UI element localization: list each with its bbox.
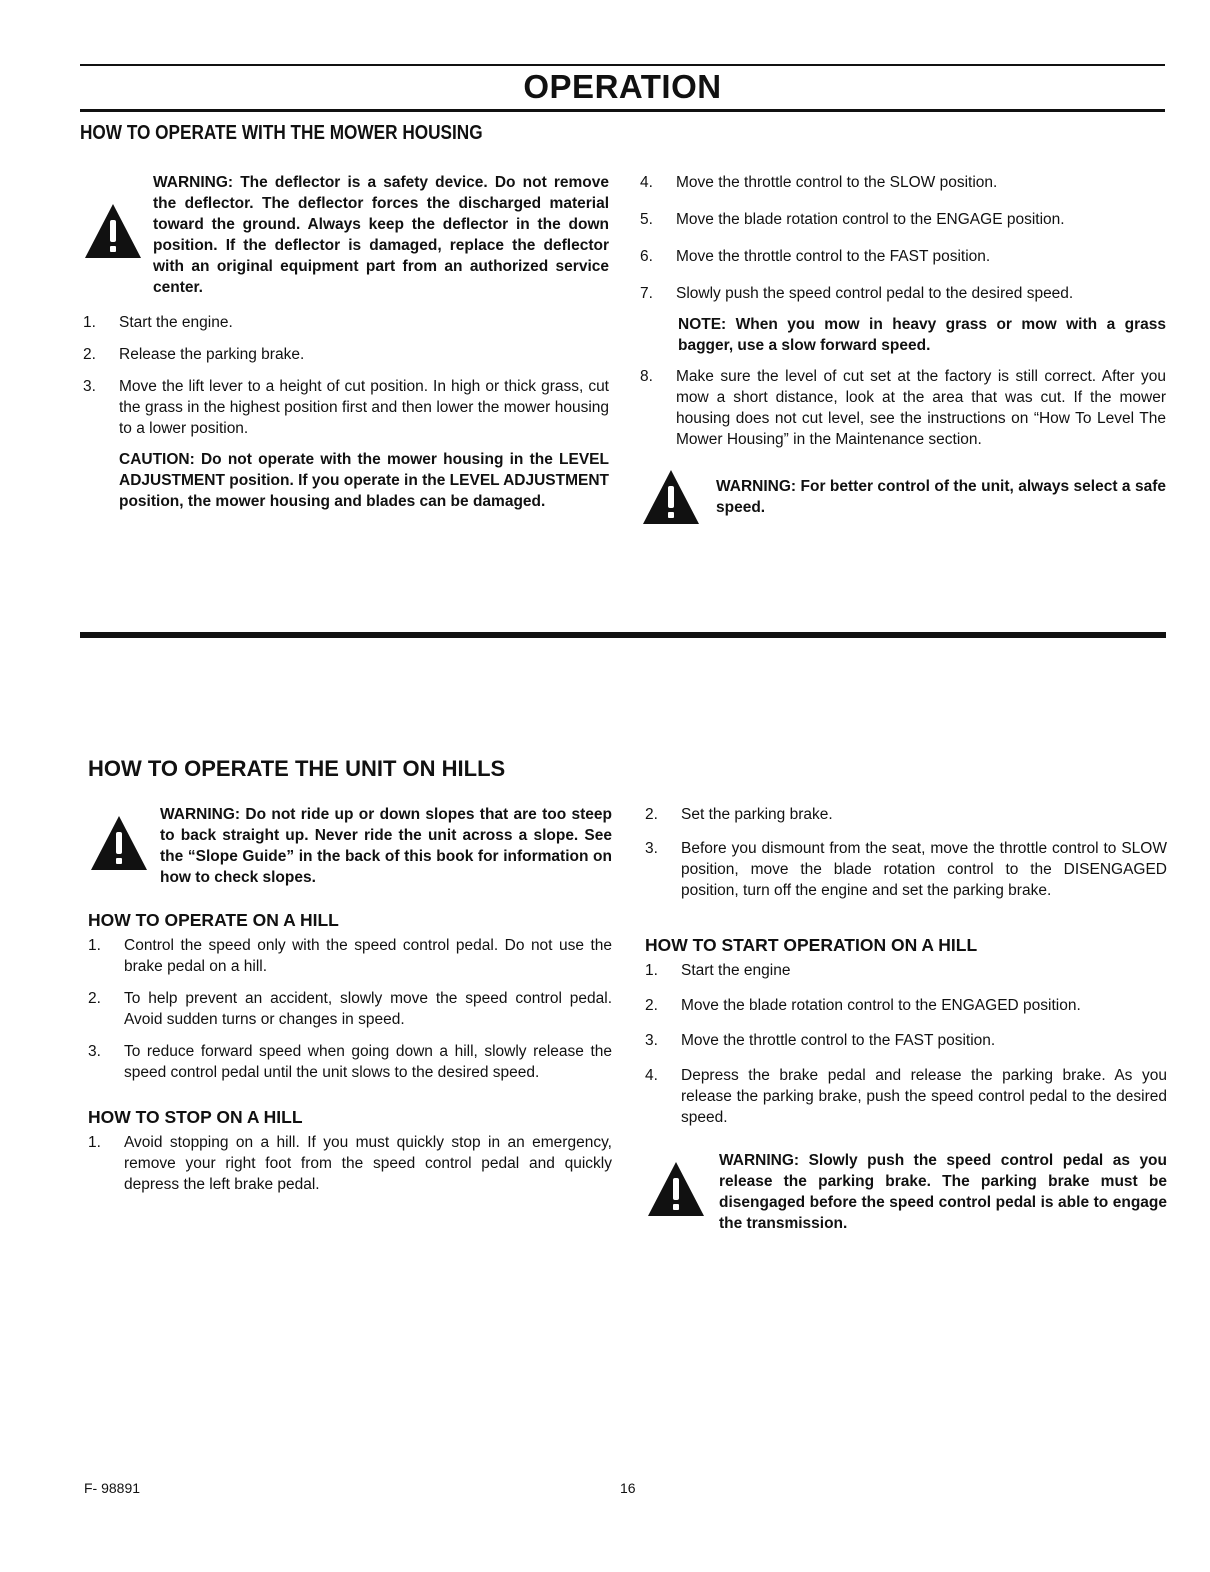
- step-number: 8.: [640, 368, 653, 385]
- title-rule-top: [80, 64, 1165, 66]
- step-text: To reduce forward speed when going down a hill, slowly release the speed control pedal until the unit slows to the desired speed.: [124, 1043, 612, 1081]
- list-item: [83, 376, 609, 439]
- section2-heading: HOW TO OPERATE THE UNIT ON HILLS: [88, 756, 506, 781]
- step-number: 4.: [640, 174, 653, 191]
- step-text: Set the parking brake.: [681, 806, 833, 823]
- list-item: [640, 283, 1166, 304]
- step-number: 1.: [88, 937, 101, 954]
- title-rule-bottom: [80, 109, 1165, 112]
- step-number: 1.: [83, 314, 96, 331]
- step-text: Move the throttle control to the FAST position.: [676, 248, 991, 265]
- step-number: 6.: [640, 248, 653, 265]
- list-item: [645, 1065, 1167, 1128]
- list-item: [645, 838, 1167, 901]
- caution-note: CAUTION: Do not operate with the mower housing in the LEVEL ADJUSTMENT position. If you operate in the LEVEL ADJUSTMENT position, the mower housing and blades can be damaged.: [119, 451, 609, 510]
- parking-brake-warning: [645, 1150, 1167, 1234]
- step-number: 2.: [88, 990, 101, 1007]
- list-item: [83, 344, 609, 365]
- step-number: 1.: [88, 1134, 101, 1151]
- step-text: Start the engine.: [119, 314, 233, 331]
- section2-left-column: [88, 804, 612, 1195]
- footer-code: F- 98891: [84, 1480, 141, 1496]
- step-number: 7.: [640, 285, 653, 302]
- safe-speed-warning-text: WARNING: For better control of the unit, always select a safe speed.: [716, 478, 1166, 516]
- step-number: 3.: [88, 1043, 101, 1060]
- deflector-warning-text: WARNING: The deflector is a safety device. Do not remove the deflector. The deflector forces the discharged material toward the ground. Always keep the deflector in the down position. If the deflector is damaged, replace the deflector with an original equipment part from an authorized service center.: [153, 174, 609, 296]
- warning-triangle-icon: [640, 468, 702, 526]
- list-item: [640, 366, 1166, 450]
- step-number: 2.: [645, 806, 658, 823]
- step-text: Make sure the level of cut set at the factory is still correct. After you mow a short distance, look at the area that was cut. If the mower housing does not cut level, see the instructions on “How To Level The Mower Housing” in the Maintenance section.: [676, 368, 1166, 448]
- section-divider: [80, 632, 1166, 638]
- step-number: 2.: [83, 346, 96, 363]
- step-text: Move the throttle control to the SLOW position.: [676, 174, 998, 191]
- start-on-hill-heading: HOW TO START OPERATION ON A HILL: [645, 935, 978, 955]
- step-text: To help prevent an accident, slowly move the speed control pedal. Avoid sudden turns or changes in speed.: [124, 990, 612, 1028]
- section2-right-column: [645, 804, 1167, 1234]
- step-text: Depress the brake pedal and release the parking brake. As you release the parking brake, push the speed control pedal to the desired speed.: [681, 1067, 1167, 1126]
- step-text: Before you dismount from the seat, move the throttle control to SLOW position, move the blade rotation control to the DISENGAGED position, turn off the engine and set the parking brake.: [681, 840, 1167, 899]
- step-number: 3.: [83, 378, 96, 395]
- step-text: Move the blade rotation control to the ENGAGED position.: [681, 997, 1081, 1014]
- warning-triangle-icon: [88, 814, 150, 872]
- step-text: Move the blade rotation control to the ENGAGE position.: [676, 211, 1065, 228]
- deflector-warning: [83, 172, 609, 298]
- step-number: 4.: [645, 1067, 658, 1084]
- list-item: [88, 1041, 612, 1083]
- step-text: Start the engine: [681, 962, 791, 979]
- step-text: Slowly push the speed control pedal to the desired speed.: [676, 285, 1074, 302]
- step-number: 3.: [645, 840, 658, 857]
- step-number: 1.: [645, 962, 658, 979]
- stop-on-hill-heading: HOW TO STOP ON A HILL: [88, 1107, 303, 1127]
- page-number: 16: [620, 1480, 636, 1496]
- list-item: [640, 246, 1166, 267]
- warning-triangle-icon: [645, 1160, 707, 1218]
- step-text: Control the speed only with the speed control pedal. Do not use the brake pedal on a hill.: [124, 937, 612, 975]
- step-number: 2.: [645, 997, 658, 1014]
- list-item: [88, 1132, 612, 1195]
- list-item: [645, 804, 1167, 825]
- list-item: [645, 995, 1167, 1016]
- list-item: [640, 209, 1166, 230]
- section1-heading: HOW TO OPERATE WITH THE MOWER HOUSING: [80, 122, 483, 144]
- mowing-note: NOTE: When you mow in heavy grass or mow with a grass bagger, use a slow forward speed.: [678, 316, 1166, 354]
- list-item: [640, 172, 1166, 193]
- list-item: [83, 312, 609, 333]
- list-item: [88, 988, 612, 1030]
- list-item: [645, 960, 1167, 981]
- list-item: [645, 1030, 1167, 1051]
- parking-brake-warning-text: WARNING: Slowly push the speed control pedal as you release the parking brake. The parking brake must be disengaged before the speed control pedal is able to engage the transmission.: [719, 1152, 1167, 1232]
- section1-right-column: [640, 172, 1166, 526]
- slope-warning-text: WARNING: Do not ride up or down slopes that are too steep to back straight up. Never ride the unit across a slope. See the “Slope Guide” in the back of this book for information on how to check slopes.: [160, 806, 612, 886]
- step-text: Move the lift lever to a height of cut position. In high or thick grass, cut the grass in the highest position first and then lower the mower housing to a lower position.: [119, 378, 609, 437]
- page-title: OPERATION: [523, 68, 722, 105]
- section1-left-column: [83, 172, 609, 512]
- slope-warning: [88, 804, 612, 888]
- step-text: Avoid stopping on a hill. If you must quickly stop in an emergency, remove your right foot from the speed control pedal and quickly depress the left brake pedal.: [124, 1134, 612, 1193]
- operate-on-hill-heading: HOW TO OPERATE ON A HILL: [88, 910, 339, 930]
- warning-triangle-icon: [83, 202, 143, 260]
- list-item: [88, 935, 612, 977]
- step-text: Release the parking brake.: [119, 346, 305, 363]
- step-text: Move the throttle control to the FAST position.: [681, 1032, 996, 1049]
- step-number: 5.: [640, 211, 653, 228]
- step-number: 3.: [645, 1032, 658, 1049]
- safe-speed-warning: [640, 468, 1166, 526]
